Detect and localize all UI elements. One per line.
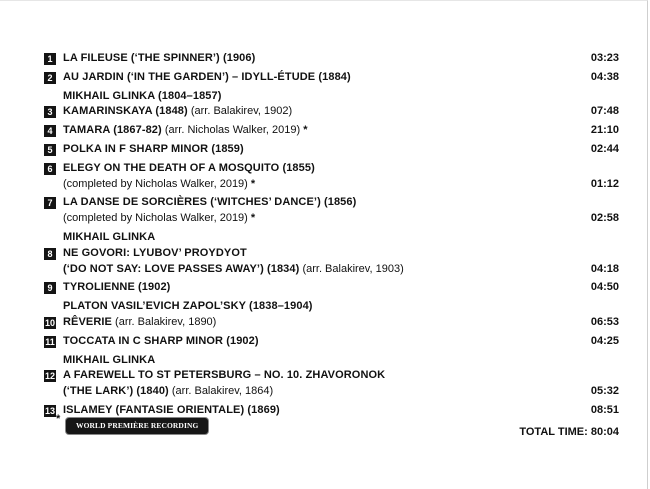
track-title: ISLAMEY (FANTASIE ORIENTALE) (1869) [63,403,280,416]
track-line [44,177,619,193]
footnote-asterisk: * [56,413,61,425]
track-line [44,89,619,105]
arrangement-note: (arr. Balakirev, 1903) [299,262,404,275]
total-time: TOTAL TIME: 80:04 [519,426,619,438]
track-title: (‘DO NOT SAY: LOVE PASSES AWAY’) (1834) [63,262,300,275]
track-duration: 06:53 [590,315,619,328]
track-group [44,195,619,227]
track-group [44,123,619,139]
track-line [44,368,619,384]
track-duration: 04:18 [590,262,619,275]
track-group [44,51,619,67]
track-number: 7 [44,197,56,209]
track-group [44,89,619,121]
track-line [44,104,619,120]
track-duration: 01:12 [590,177,619,190]
track-duration: 03:23 [590,52,619,64]
arrangement-note: (completed by Nicholas Walker, 2019) [63,177,248,190]
track-duration: 05:32 [590,385,619,398]
track-title: KAMARINSKAYA (1848) [63,105,188,118]
track-group [44,161,619,193]
track-duration: 21:10 [590,124,619,137]
track-title: POLKA IN F SHARP MINOR (1859) [63,142,244,155]
track-line [44,51,619,67]
track-title: NE GOVORI: LYUBOV’ PROYDYOT [63,246,247,259]
track-number: 3 [44,106,56,118]
track-title: LA FILEUSE (‘THE SPINNER’) (1906) [63,52,256,64]
track-number: 4 [44,125,56,137]
track-duration: 02:58 [590,212,619,225]
track-line [44,211,619,227]
track-duration: 02:44 [590,142,619,155]
track-number: 10 [44,317,55,328]
track-number: 1 [44,53,56,65]
arrangement-note: (arr. Balakirev, 1902) [187,105,293,118]
track-line [44,195,619,211]
track-title: TAMARA (1867-82) [63,124,162,137]
track-number: 11 [45,336,55,347]
track-line [44,384,619,400]
arrangement-note: (arr. Balakirev, 1890) [112,315,217,328]
track-title: TYROLIENNE (1902) [63,281,171,294]
track-line [44,299,619,315]
premiere-asterisk: * [247,212,256,225]
track-group [44,230,619,277]
track-number: 12 [44,371,55,382]
track-title: MIKHAIL GLINKA [63,230,156,243]
track-title: AU JARDIN (‘IN THE GARDEN’) – IDYLL-ÉTUDE (1884) [63,70,351,83]
premiere-asterisk: * [300,124,308,137]
track-line [44,353,619,369]
track-title: (‘THE LARK’) (1840) [63,385,169,398]
track-number: 9 [44,282,56,294]
track-title: MIKHAIL GLINKA [63,353,156,366]
track-group [44,334,619,350]
track-number: 13 [44,405,55,416]
track-group [44,403,619,419]
track-line [44,246,619,262]
track-duration: 04:50 [590,281,619,294]
track-group [44,299,619,331]
track-number: 8 [44,248,56,260]
arrangement-note: (completed by Nicholas Walker, 2019) [63,212,248,225]
track-group [44,280,619,296]
track-title: LA DANSE DE SORCIÈRES (‘WITCHES’ DANCE’) (1856) [63,196,357,209]
track-title: A FAREWELL TO ST PETERSBURG – NO. 10. ZHAVORONOK [63,369,386,382]
track-line [44,123,619,139]
track-line [44,161,619,177]
track-title: MIKHAIL GLINKA (1804–1857) [63,89,222,102]
track-line [44,403,619,419]
world-premiere-badge: WORLD PREMIÈRE RECORDING [66,418,208,434]
track-duration: 07:48 [590,105,619,118]
track-line [44,280,619,296]
track-group [44,142,619,158]
arrangement-note: (arr. Balakirev, 1864) [168,385,274,398]
track-group [44,70,619,86]
tracklist [44,51,619,422]
track-duration: 04:25 [590,334,619,347]
track-duration: 08:51 [590,403,619,416]
track-duration: 04:38 [590,70,619,83]
premiere-asterisk: * [247,177,256,190]
track-group [44,353,619,400]
track-title: TOCCATA IN C SHARP MINOR (1902) [63,334,259,347]
arrangement-note: (arr. Nicholas Walker, 2019) [161,124,301,137]
track-title: ELEGY ON THE DEATH OF A MOSQUITO (1855) [63,161,315,174]
track-line [44,262,619,278]
track-title: RÊVERIE [63,315,112,328]
track-line [44,315,619,331]
track-title: PLATON VASIL’EVICH ZAPOL’SKY (1838–1904) [63,300,313,313]
track-line [44,70,619,86]
track-number: 2 [44,72,56,84]
track-line [44,142,619,158]
track-line [44,230,619,246]
track-number: 5 [44,144,56,156]
track-number: 6 [44,163,56,175]
track-line [44,334,619,350]
